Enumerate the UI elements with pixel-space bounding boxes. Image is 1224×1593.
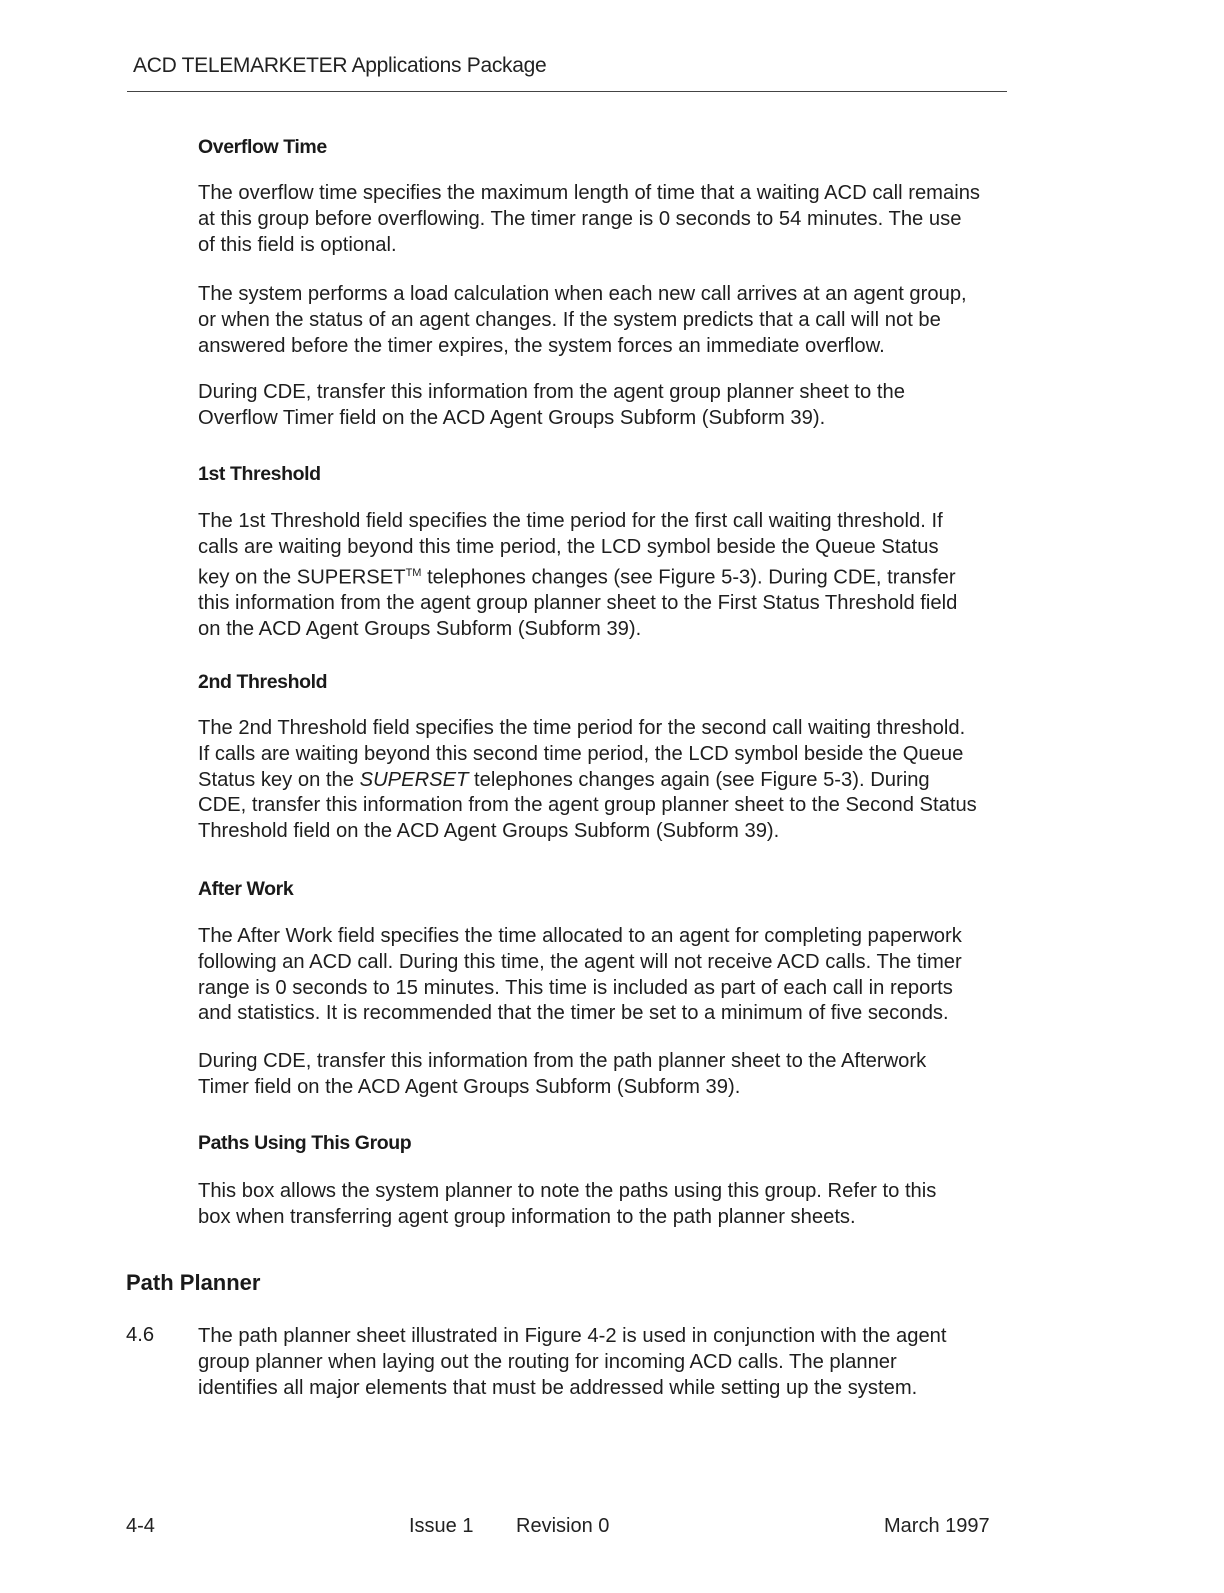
superset-emphasis: SUPERSET — [359, 768, 469, 791]
text-line: During CDE, transfer this information from the path planner sheet to the Afterwork — [198, 1050, 927, 1072]
text-line: calls are waiting beyond this time period, the LCD symbol beside the Queue Status — [198, 535, 939, 558]
text-line: identifies all major elements that must be addressed while setting up the system. — [198, 1376, 918, 1399]
text-line — [198, 768, 1018, 794]
paragraph-after-work-2 — [198, 1049, 1018, 1101]
footer-date: March 1997 — [884, 1515, 990, 1537]
text-line: The system performs a load calculation when each new call arrives at an agent group, — [198, 283, 967, 305]
paragraph-first-threshold — [198, 509, 1018, 643]
footer-page-number: 4-4 — [126, 1515, 155, 1537]
text-segment: key on the SUPERSET — [198, 566, 406, 589]
text-line: This box allows the system planner to note the paths using this group. Refer to this — [198, 1180, 937, 1202]
text-line: Timer field on the ACD Agent Groups Subform (Subform 39). — [198, 1075, 741, 1098]
text-line: During CDE, transfer this information from the agent group planner sheet to the — [198, 381, 905, 403]
text-line: answered before the timer expires, the system forces an immediate overflow. — [198, 334, 885, 357]
text-segment: telephones changes again (see Figure 5-3). During — [468, 768, 930, 791]
heading-second-threshold: 2nd Threshold — [198, 671, 328, 693]
paragraph-paths-using-group — [198, 1179, 1018, 1231]
text-line: of this field is optional. — [198, 233, 397, 256]
heading-overflow-time: Overflow Time — [198, 136, 327, 158]
text-line: The overflow time specifies the maximum length of time that a waiting ACD call remains — [198, 182, 981, 204]
text-line: The 2nd Threshold field specifies the time period for the second call waiting threshold. — [198, 717, 966, 739]
header-rule — [127, 91, 1007, 92]
paragraph-overflow-time-2 — [198, 282, 1018, 359]
heading-first-threshold: 1st Threshold — [198, 463, 321, 485]
text-line: range is 0 seconds to 15 minutes. This time is included as part of each call in reports — [198, 976, 953, 999]
text-line: group planner when laying out the routing for incoming ACD calls. The planner — [198, 1350, 897, 1373]
text-line: The After Work field specifies the time allocated to an agent for completing paperwork — [198, 925, 962, 947]
paragraph-second-threshold — [198, 716, 1018, 845]
text-line: The path planner sheet illustrated in Figure 4-2 is used in conjunction with the agent — [198, 1325, 947, 1347]
heading-path-planner: Path Planner — [126, 1270, 261, 1295]
text-line: at this group before overflowing. The timer range is 0 seconds to 54 minutes. The use — [198, 207, 962, 230]
text-line: Threshold field on the ACD Agent Groups Subform (Subform 39). — [198, 820, 780, 843]
text-line: The 1st Threshold field specifies the time period for the first call waiting threshold. If — [198, 510, 943, 532]
text-segment: Status key on the — [198, 768, 360, 791]
footer-issue: Issue 1 — [409, 1515, 474, 1537]
text-line: or when the status of an agent changes. If the system predicts that a call will not be — [198, 308, 941, 331]
paragraph-overflow-time-3 — [198, 380, 1018, 432]
running-header: ACD TELEMARKETER Applications Package — [133, 54, 547, 77]
text-line: on the ACD Agent Groups Subform (Subform 39). — [198, 617, 642, 640]
section-number: 4.6 — [126, 1324, 155, 1346]
text-line: this information from the agent group planner sheet to the First Status Threshold field — [198, 592, 958, 615]
heading-after-work: After Work — [198, 878, 294, 900]
heading-paths-using-group: Paths Using This Group — [198, 1132, 412, 1154]
paragraph-path-planner — [198, 1324, 1018, 1401]
paragraph-overflow-time-1 — [198, 181, 1018, 258]
text-line: CDE, transfer this information from the agent group planner sheet to the Second Status — [198, 794, 977, 817]
text-line — [198, 561, 1018, 592]
paragraph-after-work-1 — [198, 924, 1018, 1027]
text-line: following an ACD call. During this time, the agent will not receive ACD calls. The timer — [198, 950, 962, 973]
text-line: box when transferring agent group information to the path planner sheets. — [198, 1205, 856, 1228]
text-line: If calls are waiting beyond this second time period, the LCD symbol beside the Queue — [198, 742, 964, 765]
text-segment: telephones changes (see Figure 5-3). During CDE, transfer — [421, 566, 956, 589]
trademark-mark: TM — [405, 566, 422, 579]
text-line: Overflow Timer field on the ACD Agent Groups Subform (Subform 39). — [198, 406, 826, 429]
text-line: and statistics. It is recommended that the timer be set to a minimum of five seconds. — [198, 1002, 949, 1025]
footer-revision: Revision 0 — [516, 1515, 610, 1537]
